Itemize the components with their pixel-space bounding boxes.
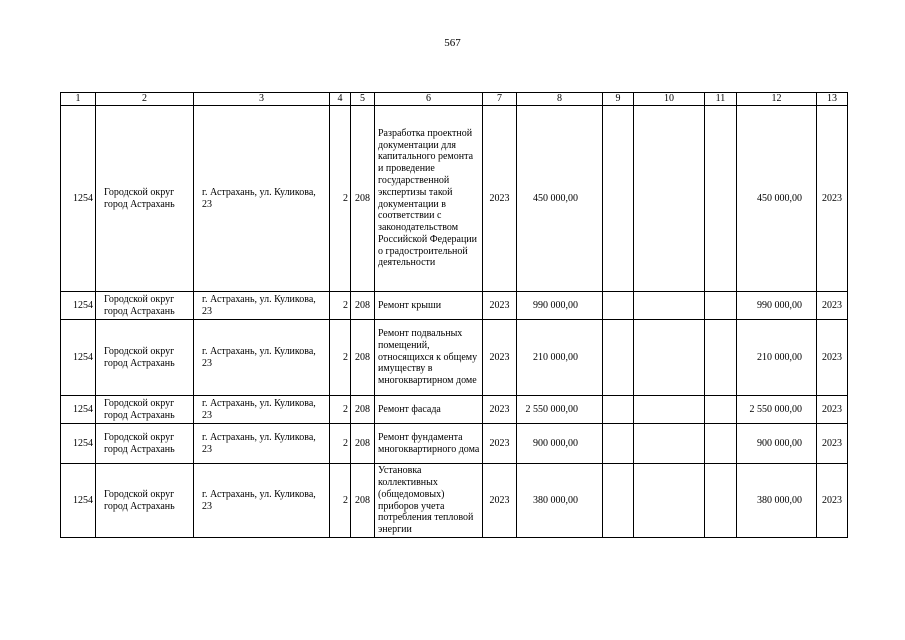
cell-work-type: Ремонт фундамента многоквартирного дома: [375, 424, 483, 464]
cell-end-year: 2023: [817, 464, 848, 538]
cell-year: 2023: [483, 396, 517, 424]
cell-municipality: Городской округ город Астрахань: [96, 464, 194, 538]
cell-col4: 2: [330, 424, 351, 464]
table-row: [61, 396, 848, 424]
cell-number: 1254: [61, 320, 96, 396]
cell-address: г. Астрахань, ул. Куликова, 23: [194, 464, 330, 538]
cell-number: 1254: [61, 424, 96, 464]
table-row: [61, 424, 848, 464]
cell-col11: [705, 106, 737, 292]
capital-repair-table: [60, 92, 848, 538]
column-header: 4: [330, 93, 351, 106]
cell-year: 2023: [483, 292, 517, 320]
column-header: 9: [603, 93, 634, 106]
cell-number: 1254: [61, 106, 96, 292]
cell-address: г. Астрахань, ул. Куликова, 23: [194, 292, 330, 320]
table-row: [61, 292, 848, 320]
column-header: 12: [737, 93, 817, 106]
cell-year: 2023: [483, 320, 517, 396]
cell-col10: [634, 424, 705, 464]
cell-cost: 210 000,00: [517, 320, 603, 396]
column-header: 13: [817, 93, 848, 106]
cell-col5: 208: [351, 292, 375, 320]
cell-address: г. Астрахань, ул. Куликова, 23: [194, 424, 330, 464]
cell-cost: 450 000,00: [517, 106, 603, 292]
cell-col5: 208: [351, 464, 375, 538]
cell-number: 1254: [61, 292, 96, 320]
cell-col11: [705, 320, 737, 396]
cell-year: 2023: [483, 464, 517, 538]
table-row: [61, 464, 848, 538]
cell-col11: [705, 424, 737, 464]
column-header: 3: [194, 93, 330, 106]
cell-col10: [634, 464, 705, 538]
cell-municipality: Городской округ город Астрахань: [96, 106, 194, 292]
column-header: 5: [351, 93, 375, 106]
cell-cost: 380 000,00: [517, 464, 603, 538]
cell-col4: 2: [330, 396, 351, 424]
cell-municipality: Городской округ город Астрахань: [96, 424, 194, 464]
cell-work-type: Ремонт подвальных помещений, относящихся к общему имуществу в многоквартирном доме: [375, 320, 483, 396]
cell-col10: [634, 106, 705, 292]
cell-end-year: 2023: [817, 424, 848, 464]
column-header: 7: [483, 93, 517, 106]
column-header: 2: [96, 93, 194, 106]
cell-col10: [634, 396, 705, 424]
cell-col4: 2: [330, 320, 351, 396]
cell-work-type: Ремонт фасада: [375, 396, 483, 424]
cell-municipality: Городской округ город Астрахань: [96, 396, 194, 424]
cell-address: г. Астрахань, ул. Куликова, 23: [194, 106, 330, 292]
cell-col11: [705, 464, 737, 538]
column-header: 6: [375, 93, 483, 106]
cell-end-year: 2023: [817, 396, 848, 424]
cell-total: 990 000,00: [737, 292, 817, 320]
cell-col9: [603, 396, 634, 424]
cell-col4: 2: [330, 464, 351, 538]
cell-cost: 2 550 000,00: [517, 396, 603, 424]
cell-total: 900 000,00: [737, 424, 817, 464]
cell-col10: [634, 320, 705, 396]
table-header-row: [61, 93, 848, 106]
cell-work-type: Установка коллективных (общедомовых) приборов учета потребления тепловой энергии: [375, 464, 483, 538]
cell-col9: [603, 292, 634, 320]
cell-col5: 208: [351, 106, 375, 292]
cell-end-year: 2023: [817, 106, 848, 292]
cell-total: 450 000,00: [737, 106, 817, 292]
cell-municipality: Городской округ город Астрахань: [96, 292, 194, 320]
cell-total: 380 000,00: [737, 464, 817, 538]
cell-total: 210 000,00: [737, 320, 817, 396]
cell-col9: [603, 320, 634, 396]
cell-col9: [603, 424, 634, 464]
cell-col10: [634, 292, 705, 320]
cell-address: г. Астрахань, ул. Куликова, 23: [194, 396, 330, 424]
cell-col11: [705, 396, 737, 424]
column-header: 10: [634, 93, 705, 106]
cell-col5: 208: [351, 320, 375, 396]
column-header: 1: [61, 93, 96, 106]
cell-total: 2 550 000,00: [737, 396, 817, 424]
page-number: 567: [444, 37, 461, 49]
cell-cost: 990 000,00: [517, 292, 603, 320]
cell-number: 1254: [61, 464, 96, 538]
cell-number: 1254: [61, 396, 96, 424]
table-row: [61, 106, 848, 292]
cell-col9: [603, 106, 634, 292]
cell-col11: [705, 292, 737, 320]
cell-cost: 900 000,00: [517, 424, 603, 464]
column-header: 11: [705, 93, 737, 106]
cell-work-type: Ремонт крыши: [375, 292, 483, 320]
table-row: [61, 320, 848, 396]
cell-address: г. Астрахань, ул. Куликова, 23: [194, 320, 330, 396]
cell-year: 2023: [483, 424, 517, 464]
column-header: 8: [517, 93, 603, 106]
cell-year: 2023: [483, 106, 517, 292]
cell-col5: 208: [351, 424, 375, 464]
cell-col4: 2: [330, 106, 351, 292]
cell-work-type: Разработка проектной документации для капитального ремонта и проведение государственной экспертизы такой документации в соответствии с законодательством Российской Федерации о градостроительной деятельности: [375, 106, 483, 292]
cell-municipality: Городской округ город Астрахань: [96, 320, 194, 396]
cell-end-year: 2023: [817, 320, 848, 396]
cell-col4: 2: [330, 292, 351, 320]
cell-col9: [603, 464, 634, 538]
cell-col5: 208: [351, 396, 375, 424]
cell-end-year: 2023: [817, 292, 848, 320]
